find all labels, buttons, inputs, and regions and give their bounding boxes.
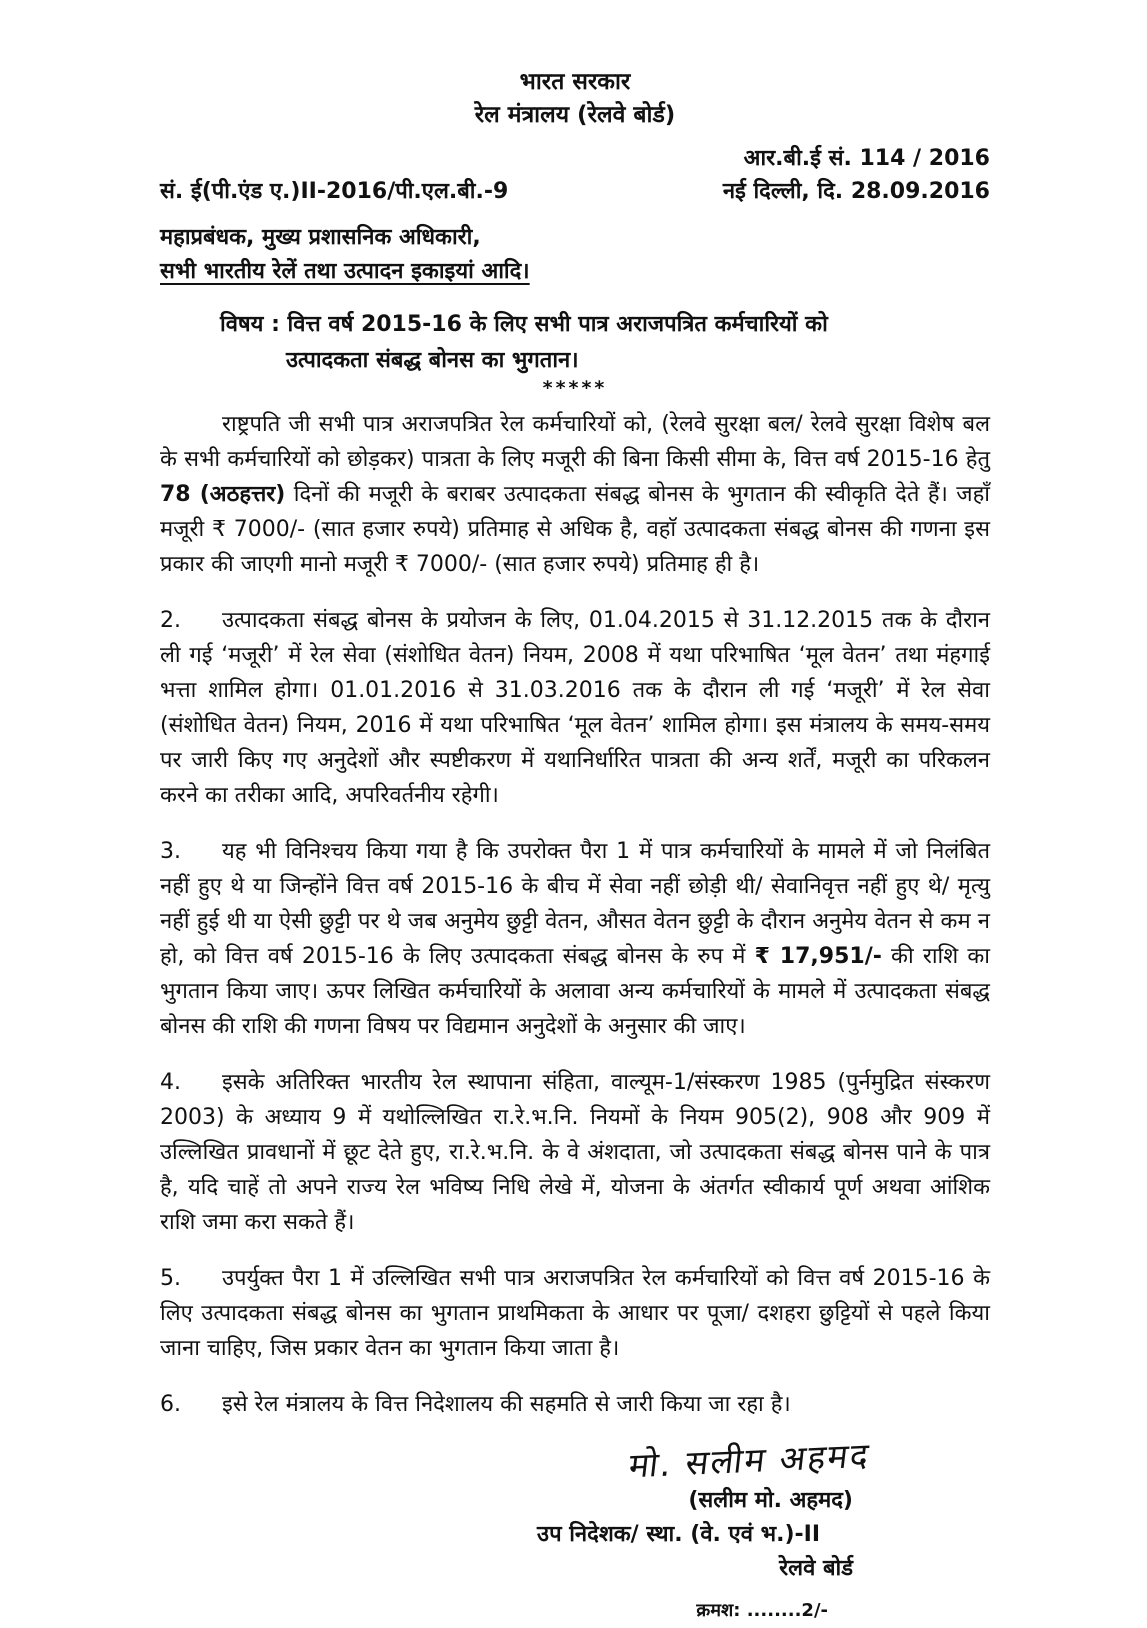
paragraph-4: [160, 1065, 990, 1240]
subject-label: विषय :: [220, 312, 280, 337]
addressee-line-2: सभी भारतीय रेलें तथा उत्पादन इकाइयां आदि।: [160, 259, 530, 284]
paragraph-2-text: उत्पादकता संबद्ध बोनस के प्रयोजन के लिए, 01.04.2015 से 31.12.2015 तक के दौरान ली गई ‘मजूरी’ में रेल सेवा (संशोधित वेतन) नियम, 2008 में यथा परिभाषित ‘मूल वेतन’ तथा मंहगाई भत्ता शामिल होगा। 01.01.2016 से 31.03.2016 तक के दौरान ली गई ‘मजूरी’ में रेल सेवा (संशोधित वेतन) नियम, 2016 में यथा परिभाषित ‘मूल वेतन’ शामिल होगा। इस मंत्रालय के समय-समय पर जारी किए गए अनुदेशों और स्पष्टीकरण में यथानिर्धारित पात्रता की अन्य शर्तें, मजूरी का परिकलन करने का तरीका आदि, अपरिवर्तनीय रहेगी।: [160, 608, 990, 808]
separator-asterisks: *****: [542, 377, 608, 399]
subject-line-1: विषय : वित्त वर्ष 2015-16 के लिए सभी पात्र अराजपत्रित कर्मचारियों को: [220, 312, 828, 337]
paragraph-5-text: उपर्युक्त पैरा 1 में उल्लिखित सभी पात्र अराजपत्रित रेल कर्मचारियों को वित्त वर्ष 2015-16 के लिए उत्पादकता संबद्ध बोनस का भुगतान प्राथमिकता के आधार पर पूजा/ दशहरा छुट्टियों से पहले किया जाना चाहिए, जिस प्रकार वेतन का भुगतान किया जाता है।: [160, 1266, 990, 1361]
paragraph-4-text: इसके अतिरिक्त भारतीय रेल स्थापाना संहिता, वाल्यूम-1/संस्करण 1985 (पुर्नमुद्रित संस्करण 2003) के अध्याय 9 में यथोल्लिखित रा.रे.भ.नि. नियमों के नियम 905(2), 908 और 909 में उल्लिखित प्रावधानों में छूट देते हुए, रा.रे.भ.नि. के वे अंशदाता, जो उत्पादकता संबद्ध बोनस पाने के पात्र है, यदि चाहें तो अपने राज्य रेल भविष्य निधि लेखे में, योजना के अंतर्गत स्वीकार्य पूर्ण अथवा आंशिक राशि जमा करा सकते हैं।: [160, 1070, 990, 1235]
paragraph-3-text: यह भी विनिश्चय किया गया है कि उपरोक्त पैरा 1 में पात्र कर्मचारियों के मामले में जो निलंबित नहीं हुए थे या जिन्होंने वित्त वर्ष 2015-16 के बीच में सेवा नहीं छोड़ी थी/ सेवानिवृत्त नहीं हुए थे/ मृत्यु नहीं हुई थी या ऐसी छुट्टी पर थे जब अनुमेय छुट्टी वेतन, औसत वेतन छुट्टी के दौरान अनुमेय वेतन से कम न हो, को वित्त वर्ष 2015-16 के लिए उत्पादकता संबद्ध बोनस के रुप में ₹ 17,951/- की राशि का भुगतान किया जाए। ऊपर लिखित कर्मचारियों के अलावा अन्य कर्मचारियों के मामले में उत्पादकता संबद्ध बोनस की राशि की गणना विषय पर विद्यमान अनुदेशों के अनुसार की जाए।: [160, 839, 990, 1039]
paragraph-3-number: 3.: [160, 839, 181, 864]
subject-block: [220, 307, 990, 379]
file-number: सं. ई(पी.एंड ए.)II-2016/पी.एल.बी.-9: [160, 179, 509, 204]
govt-title: भारत सरकार: [519, 69, 631, 95]
paragraph-6: [160, 1387, 990, 1422]
addressee-block: [160, 221, 990, 289]
paragraph-5-number: 5.: [160, 1266, 181, 1291]
paragraph-6-text: इसे रेल मंत्रालय के वित्त निदेशालय की सहमति से जारी किया जा रहा है।: [222, 1392, 791, 1417]
paragraph-3: [160, 834, 990, 1044]
paragraph-1: [160, 407, 990, 582]
addressee-line-1: महाप्रबंधक, मुख्य प्रशासनिक अधिकारी,: [160, 225, 481, 250]
continuation-marker: क्रमश: ........2/-: [696, 1600, 828, 1621]
subject-line-2: उत्पादकता संबद्ध बोनस का भुगतान।: [286, 348, 579, 373]
ministry-title: रेल मंत्रालय (रेलवे बोर्ड): [474, 102, 676, 128]
signatory-org: रेलवे बोर्ड: [779, 1556, 853, 1581]
reference-row: [160, 175, 990, 205]
paragraph-5: [160, 1261, 990, 1366]
paragraph-1-text: राष्ट्रपति जी सभी पात्र अराजपत्रित रेल कर्मचारियों को, (रेलवे सुरक्षा बल/ रेलवे सुरक्षा विशेष बल के सभी कर्मचारियों को छोड़कर) पात्रता के लिए मजूरी की बिना किसी सीमा के, वित्त वर्ष 2015-16 हेतु 78 (अठहत्तर) दिनों की मजूरी के बराबर उत्पादकता संबद्ध बोनस के भुगतान की स्वीकृति देते हैं। जहाँ मजूरी ₹ 7000/- (सात हजार रुपये) प्रतिमाह से अधिक है, वहाॅ उत्पादकता संबद्ध बोनस की गणना इस प्रकार की जाएगी मानो मजूरी ₹ 7000/- (सात हजार रुपये) प्रतिमाह ही है।: [160, 412, 991, 577]
paragraph-2: [160, 603, 990, 813]
place-date: नई दिल्ली, दि. 28.09.2016: [722, 179, 990, 204]
signatory-name: (सलीम मो. अहमद): [688, 1488, 853, 1513]
paragraph-2-number: 2.: [160, 608, 181, 633]
signature-handwriting-row: [160, 1435, 990, 1487]
paragraph-4-number: 4.: [160, 1070, 181, 1095]
signatory-designation: उप निदेशक/ स्था. (वे. एवं भ.)-II: [537, 1522, 820, 1547]
signature-handwriting: मो. सलीम अहमद: [626, 1435, 873, 1487]
paragraph-6-number: 6.: [160, 1392, 181, 1417]
rbe-number: आर.बी.ई सं. 114 / 2016: [743, 146, 990, 171]
